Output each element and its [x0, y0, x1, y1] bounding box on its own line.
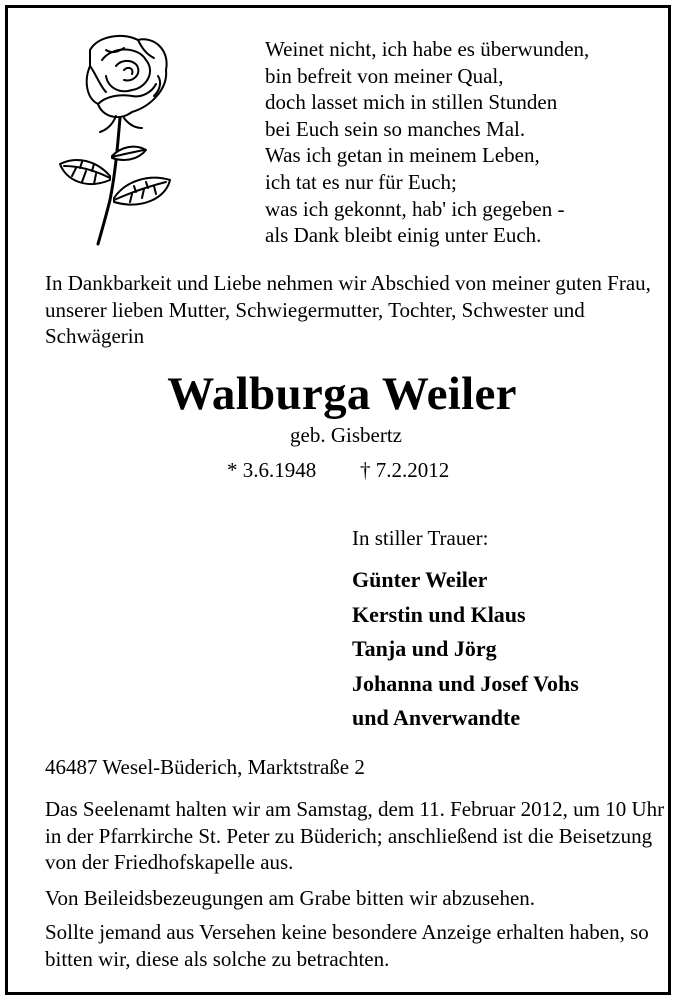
obituary-notice	[5, 5, 671, 995]
death-date: † 7.2.2012	[360, 458, 450, 482]
intro-text: In Dankbarkeit und Liebe nehmen wir Abschied von meiner guten Frau, unserer lieben Mutter, Schwiegermutter, Tochter, Schwester und Schwägerin	[45, 271, 651, 348]
condolence-notice: Von Beileidsbezeugungen am Grabe bitten wir abzusehen.	[45, 886, 536, 910]
poem-line: als Dank bleibt einig unter Euch.	[265, 223, 542, 248]
rose-icon	[46, 30, 196, 250]
funeral-notice: Das Seelenamt halten wir am Samstag, dem 11. Februar 2012, um 10 Uhr in der Pfarrkirche St. Peter zu Büderich; anschließend ist die Beisetzung von der Friedhofskapelle aus.	[45, 797, 665, 874]
announcement-notice: Sollte jemand aus Versehen keine besondere Anzeige erhalten haben, so bitten wir, diese als solche zu betrachten.	[45, 920, 649, 971]
mourners-list	[352, 563, 579, 736]
birth-date: * 3.6.1948	[227, 458, 317, 482]
mourner-name: Tanja und Jörg	[352, 636, 497, 662]
poem-line: bei Euch sein so manches Mal.	[265, 116, 526, 141]
poem-line: bin befreit von meiner Qual,	[265, 63, 504, 88]
mourner-name: und Anverwandte	[352, 705, 521, 731]
maiden-name: geb. Gisbertz	[290, 423, 402, 447]
poem-line: Was ich getan in meinem Leben,	[265, 143, 540, 168]
address: 46487 Wesel-Büderich, Marktstraße 2	[45, 755, 365, 779]
deceased-name: Walburga Weiler	[167, 368, 517, 420]
poem-line: doch lasset mich in stillen Stunden	[265, 90, 558, 115]
mourner-name: Günter Weiler	[352, 567, 488, 592]
poem	[265, 36, 589, 249]
poem-line: ich tat es nur für Euch;	[265, 169, 457, 194]
poem-line: was ich gekonnt, hab' ich gegeben -	[265, 196, 565, 221]
mourner-name: Johanna und Josef Vohs	[352, 670, 579, 696]
mourning-label: In stiller Trauer:	[352, 526, 489, 550]
mourner-name: Kerstin und Klaus	[352, 601, 526, 627]
poem-line: Weinet nicht, ich habe es überwunden,	[265, 37, 590, 61]
